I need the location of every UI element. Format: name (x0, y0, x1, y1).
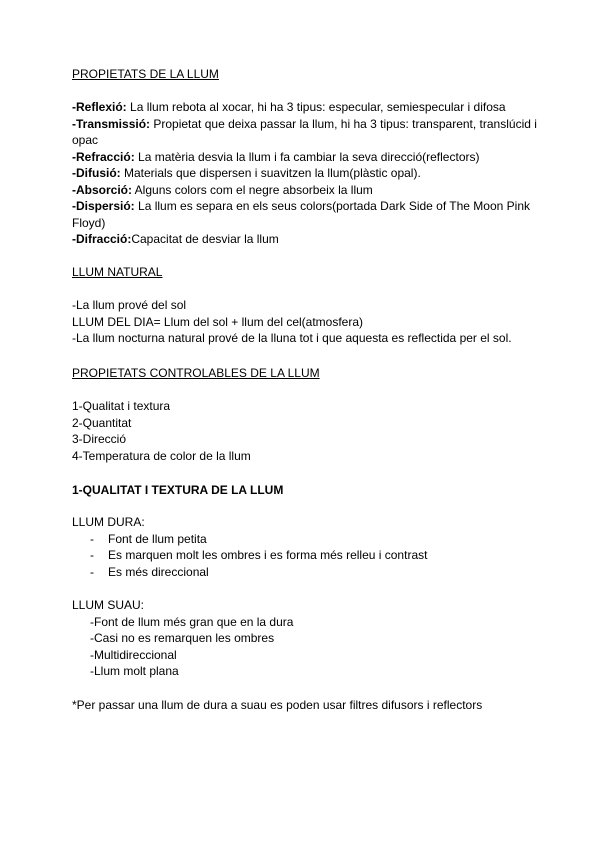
section-natural-light (72, 264, 542, 281)
property-item (72, 149, 542, 166)
text-line: -La llum prové del sol (72, 298, 187, 312)
section-heading: 1-QUALITAT I TEXTURA DE LA LLUM (72, 483, 284, 497)
property-term: -Difracció: (72, 232, 132, 246)
section-heading: PROPIETATS DE LA LLUM (72, 67, 219, 81)
hard-light-block (72, 514, 542, 580)
list-item-text: Es marquen molt les ombres i es forma més relleu i contrast (108, 548, 428, 562)
list-item: 2-Quantitat (72, 415, 132, 430)
property-term: -Reflexió: (72, 100, 127, 114)
list-item-text: Es més direccional (108, 564, 209, 579)
list-item (72, 531, 542, 548)
property-term: -Difusió: (72, 166, 121, 180)
section-controllable-properties (72, 365, 542, 382)
natural-light-lines (72, 297, 542, 347)
list-item: 1-Qualitat i textura (72, 399, 171, 413)
property-text: La llum rebota al xocar, hi ha 3 tipus: especular, semiespecular i difosa (126, 100, 506, 114)
property-text: Capacitat de desviar la llum (131, 232, 279, 246)
property-term: -Dispersió: (72, 199, 135, 213)
property-term: -Transmissió: (72, 116, 151, 131)
footnote: *Per passar una llum de dura a suau es poden usar filtres difusors i reflectors (72, 698, 483, 712)
list-item (72, 547, 542, 564)
text-line: LLUM DEL DIA= Llum del sol + llum del cel(atmosfera) (72, 314, 363, 329)
list-item (72, 564, 542, 581)
list-item: 3-Direcció (72, 432, 127, 446)
bullet-dash: - (90, 564, 94, 579)
list-item: -Casi no es remarquen les ombres (90, 631, 275, 645)
property-item (72, 116, 542, 149)
property-item (72, 231, 542, 248)
bullet-dash: - (90, 548, 94, 562)
subheading: LLUM DURA: (72, 515, 145, 529)
properties-list (72, 99, 542, 248)
note-block (72, 697, 542, 714)
bullet-dash: - (90, 531, 94, 546)
property-term: -Absorció: (72, 182, 132, 197)
property-item (72, 99, 542, 116)
text-line: -La llum nocturna natural prové de la lluna tot i que aquesta es reflectida per el sol. (72, 331, 512, 345)
section-heading: LLUM NATURAL (72, 265, 163, 279)
list-item: -Multidireccional (90, 647, 177, 662)
property-term: -Refracció: (72, 149, 135, 164)
soft-light-block (72, 597, 542, 680)
property-text: Propietat que deixa passar la llum, hi ha 3 tipus: transparent, translúcid i opac (72, 116, 537, 147)
list-item: -Font de llum més gran que en la dura (90, 614, 294, 629)
property-text: La matèria desvia la llum i fa cambiar la seva direcció(reflectors) (134, 149, 480, 164)
section-heading: PROPIETATS CONTROLABLES DE LA LLUM (72, 366, 320, 380)
list-item-text: Font de llum petita (108, 531, 207, 546)
property-text: La llum es separa en els seus colors(portada Dark Side of The Moon Pink Floyd) (72, 199, 531, 230)
property-text: Materials que dispersen i suavitzen la llum(plàstic opal). (120, 166, 421, 180)
property-item (72, 165, 542, 182)
subheading: LLUM SUAU: (72, 598, 145, 612)
controllable-list (72, 398, 542, 464)
list-item: -Llum molt plana (90, 664, 179, 678)
section-light-properties (72, 66, 542, 83)
section-quality-texture (72, 482, 542, 499)
list-item: 4-Temperatura de color de la llum (72, 448, 251, 463)
property-item (72, 182, 542, 199)
property-text: Alguns colors com el negre absorbeix la llum (132, 182, 373, 197)
property-item (72, 198, 542, 231)
